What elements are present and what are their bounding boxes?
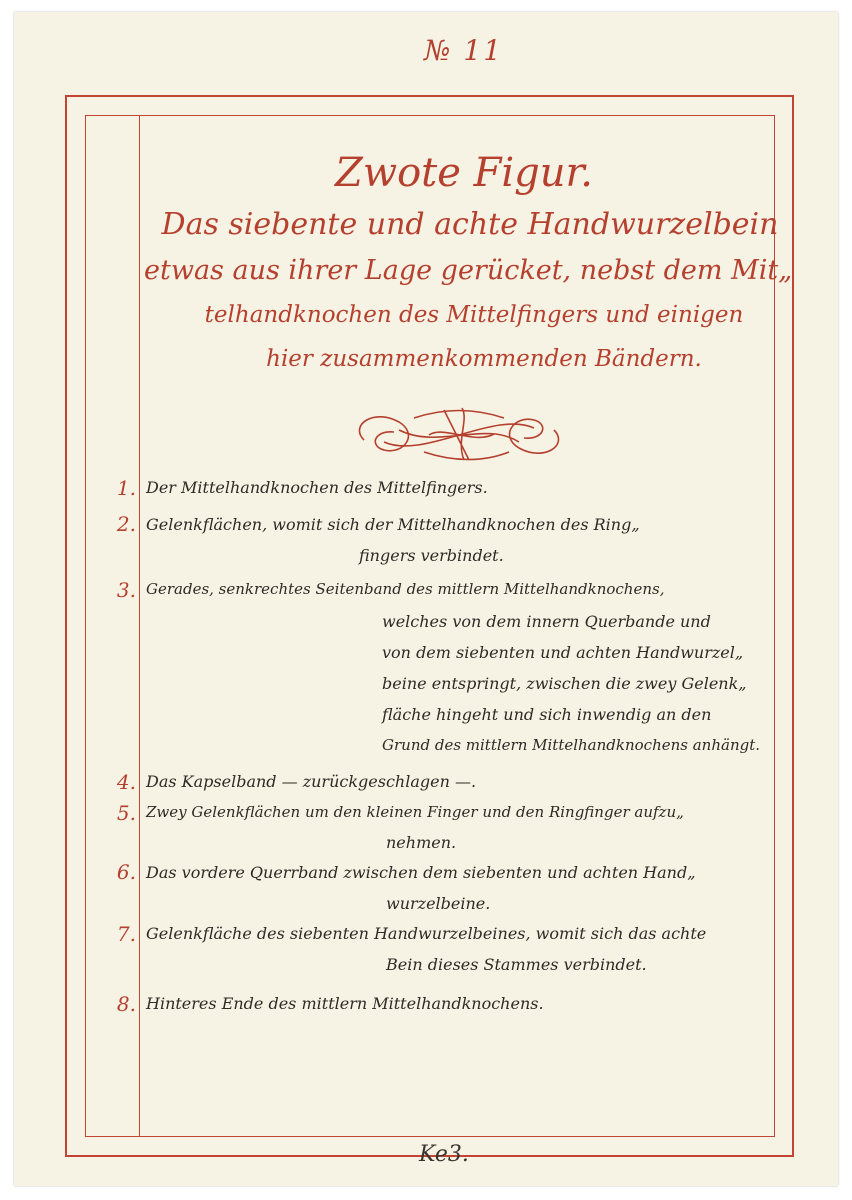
legend-number: 8.: [116, 992, 136, 1016]
title-line-2: Das siebente und achte Handwurzelbein: [161, 207, 779, 242]
legend-text-line: Der Mittelhandknochen des Mittelfingers.: [146, 478, 488, 497]
title-line-5: hier zusammenkommenden Bändern.: [266, 346, 702, 372]
calligraphic-flourish: [344, 400, 574, 470]
legend-text-line: welches von dem innern Querbande und: [382, 612, 711, 631]
catchword: Ke3.: [419, 1142, 469, 1167]
legend-number: 1.: [116, 476, 136, 500]
legend-number: 7.: [116, 922, 136, 946]
legend-text-line: von dem siebenten und achten Handwurzel„: [382, 643, 744, 662]
legend-text-line: Das vordere Querrband zwischen dem siebenten und achten Hand„: [146, 863, 696, 882]
legend-number: 5.: [116, 801, 136, 825]
legend-text-line: Gerades, senkrechtes Seitenband des mittlern Mittelhandknochens,: [146, 580, 665, 598]
title-line-3: etwas aus ihrer Lage gerücket, nebst dem Mit„: [144, 255, 793, 286]
page-number: № 11: [424, 34, 504, 67]
legend-number: 4.: [116, 770, 136, 794]
title-line-4: telhandknochen des Mittelfingers und einigen: [204, 302, 744, 328]
legend-number: 3.: [116, 578, 136, 602]
margin-rule: [139, 115, 140, 1137]
legend-text-line: Zwey Gelenkflächen um den kleinen Finger und den Ringfinger aufzu„: [146, 803, 684, 821]
legend-text-line: wurzelbeine.: [386, 894, 491, 913]
legend-text-line: fläche hingeht und sich inwendig an den: [382, 705, 712, 724]
legend-text-line: beine entspringt, zwischen die zwey Gelenk„: [382, 674, 747, 693]
title-heading: Zwote Figur.: [335, 150, 593, 196]
legend-text-line: Gelenkfläche des siebenten Handwurzelbeines, womit sich das achte: [146, 924, 707, 943]
legend-text-line: Bein dieses Stammes verbindet.: [386, 955, 647, 974]
legend-text-line: fingers verbindet.: [359, 546, 504, 565]
legend-text-line: Gelenkflächen, womit sich der Mittelhandknochen des Ring„: [146, 515, 640, 534]
manuscript-page: [14, 12, 838, 1186]
legend-text-line: Das Kapselband — zurückgeschlagen —.: [146, 772, 477, 791]
legend-text-line: Grund des mittlern Mittelhandknochens anhängt.: [382, 736, 761, 754]
legend-number: 2.: [116, 512, 136, 536]
legend-number: 6.: [116, 860, 136, 884]
legend-text-line: Hinteres Ende des mittlern Mittelhandknochens.: [146, 994, 544, 1013]
legend-text-line: nehmen.: [386, 833, 457, 852]
